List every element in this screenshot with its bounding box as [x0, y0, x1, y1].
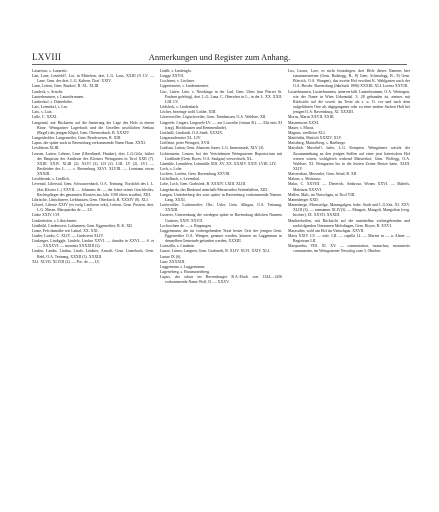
register-entry: Lindanger, Lindiggle, Lindelz, Lindau XXVI. — domibe in XXVI. — S. et —, XXXXVI. — monasta XXXXIII (2). [32, 239, 154, 249]
register-entry: Langeberdu, das Rindenal unterhalb Meran nebst Seitenthälern, XIII. [160, 187, 268, 192]
register-entry: Lalle, C. XXXI. [32, 115, 58, 120]
register-columns [32, 69, 410, 489]
register-entry: Laix, s. Laix. [32, 110, 53, 115]
register-entry: Lasaresso, s. Lazaretti. [32, 69, 68, 73]
register-entry: Mallen, Mals, im Vintschgau, in Tirol VIII. [288, 192, 356, 197]
register-entry: Lischtenv, s. Lischner. [160, 79, 195, 84]
register-entry: Linifadtl, Lindiardt, O.A.Stadt. XXXIX. [160, 130, 223, 135]
register-entry: Linden, Lindin, Lindau, Lindo, Lindner, Anwalt, Gem. Linnebach, Gem. Rehl, O.A. Tettnang, XXXII (3). XXXIII. [32, 249, 154, 259]
register-entry: Leschbrun XLIII. [32, 146, 60, 151]
column-1 [32, 69, 154, 489]
register-entry: Lann, Letten, Gem. Rasdorf, B. XL. XLIII. [32, 84, 100, 89]
register-entry: Mannsberger XXII. [288, 197, 319, 202]
register-entry: Levental, Liberstal, Gem. Schwarzenbach, O.A. Tettnang. Nordolch des I. L. (das Kloster L.) XXVII. — Johannes de —, der letzte seines Geschlechts, Rechtspfleger des genannten Klosters aus Jahr 1190 öfters erwähnt, XIII. [32, 182, 154, 197]
register-entry: Lochers, Lochen, Gem. Ravensburg XXVIII. [160, 172, 231, 177]
register-entry: Malar, C. XXVIII. — Dieterich, Ambrosa, Wonns XXVI. — Malerls, Malenzia XXXVI. [288, 182, 410, 192]
register-entry: Maistlach Muschel?, hafer, L.G. Kempten. Weingärtner wäscht der Zusammenhang an den jenigen Stellen auf einer jerst baierischen Hof wiesen wären, wohlgleich wirkend Maisterhof, Gem. Wolfegg, O.A. Waldsee, XI. Weingarten bis in die letzten Zeiten Bestze hatte, XLIII. XLIV. [288, 146, 410, 171]
register-entry: Luggenmann, die im vorhergehenden Texte bester Orte der jenigen Gem. Eggenreiher O.A. Wengen, genauer werden, können an Luggenman in demselben Gemeinde gefunden werden, XXXIII. [160, 228, 282, 244]
register-entry: Librische, Librichmeer, Liebhausen, Gem. Oberkirch, B. XXXIV (8). XLI. [32, 197, 149, 202]
register-entry: Linder, Lindor, C. XLIV. — Lindwerin XLIV. [32, 234, 104, 238]
register-entry: Linne, Fels damalbe wie Lainzl, XX. XXI. [32, 228, 99, 233]
register-entry: Loch, s. Lohe. [160, 166, 183, 171]
register-entry: Leusen, Latten, Lehene, Lene (Oberdinzel, Hunker), drei. L.G.Göla, früher der Hauptsitz der Amtleute des Klosters Weingarten in Tirol XXII (7). XXIII. XXIV. XLIII (2). XLVI (3). LII (2). LIII. LV (2). LVI. — Bestleiden des L. — s. Bresenburg XLVI. XLVIII. — Leusinnn etwas XXXIII. [32, 151, 154, 177]
column-3 [288, 69, 410, 489]
register-entry: Lunc XXXXIII. [160, 259, 186, 264]
register-entry: Lupus, der schon im Ravensburger B.A.-Buch von 1324—1456 vorkommende Name Wolf, II. — XXXV. [160, 275, 282, 285]
register-entry: Lödsleck, s. Lindenbach. [160, 105, 200, 110]
register-entry: Lichtenstein, Leuten, bei der Vertriebenen Weingartener Reportorium mit Lindlinde (Gem. Bores, O.A. Saulgau) verwechselt, XL. [160, 151, 282, 161]
register-entry: Mastentoren XXXI. [288, 120, 320, 125]
register-entry: Maistersbau, Mersseler, Gem. Seind, B. XII. [288, 172, 358, 177]
register-entry: Laubeckof, s. Düsterhöhe. [32, 99, 73, 104]
register-entry: Marasulen, wohl am Hof im Vintschgau. XXVII. [288, 228, 365, 233]
register-entry: Lunae IX (6). [160, 254, 182, 259]
register-entry: Linke XXIV. LVI. [32, 213, 61, 218]
register-entry: Mauer, s. Marus. [288, 125, 315, 130]
register-entry: Morus, Marus XXVII. XXIII. [288, 115, 335, 120]
register-entry: Manlinekoffen, mit Rücksicht auf die unmittelbar vorbergehenden und nachfolgenden Orteasmen Molsdingen, Gem. Hoyse, B. XXVI. [288, 218, 410, 228]
header-rule [32, 64, 407, 65]
register-entry: Lunze, Lünen, Langsen, Gem. Grabstedt, B. XLIV. XLVI. XXIV. XLI. [160, 249, 271, 254]
register-entry: Liliwel, Lilence XXIV (ex ivelg Lindweru sekt), Lettern, Gem. Pustern, drei. L.G. Meran. Marquardus de —, LV. [32, 203, 154, 213]
register-entry: Lämühle, Lomühlen, Lehmühle XIII. XV. XX. XXXIV. XXIV. LVIII. LIV. [160, 161, 277, 166]
register-entry: Lochowlaen de —, s. Reppingen. [160, 223, 212, 228]
register-entry: Malons, s. Molzauso. [288, 177, 322, 182]
register-entry: Lito, Litten, Litte, s. Nerzkinge in der Lud, Gem. Ulms (nur Pfarrei St. Paulsen gelehrig), drei. L.G. Lana. C. Obernferr in L., in der L. XX. XXII. LIII. LV. [160, 89, 282, 104]
register-entry: Lippertenriet, s. Lindenstenriet. [160, 84, 210, 89]
register-entry: Maistberg, Maistelberg, s. Hartberge. [288, 141, 347, 146]
register-entry: Langental, mit Rückstein auf die Sanierung der Lage des Hofs in einem Birne. Weingartner Lagerbuch und die Gesellen urschlichen Senkau (Regel) des jenigen Klipel, Gem. Oberneubach, B. XXXIV. [32, 120, 154, 135]
column-2 [160, 69, 282, 489]
register-entry: Lusterbrunnen, Lusterbrunnen, unterverfallt. Lunterbrunnen, O.A. Wettingen, wie der Name in Wien Urkenndal. 3. 28 gebunden ist, meines mit Rücksicht auf die soweit im Texte als s. u. O. vor und nach dem aufgeführten Orte als abgegangener oder zu einer andern Sachen Haft bei jenigen O.A. Ravensburg, XI. XXXIII. [288, 89, 410, 115]
register-entry: Lingge XXVII. [160, 74, 184, 79]
register-entry: Löchelbach, s. Leventhal. [160, 177, 201, 182]
register-entry: Luggemann, s. Luggemanne. [160, 264, 206, 269]
register-entry: Langenlechler, Langenseiler, Gem. Renchwesen, B. XIII. [32, 136, 122, 141]
register-entry: Maris XXIV. LV. — eule. LII. — capella LI. — Marine in — u. Almet — Regietrum LII. [288, 234, 410, 244]
register-entry: Lusterer, Unterenbung der wiedegen später in Ravensburg üblichen Namens Gutterer, XXIV. XXVII. [160, 213, 282, 223]
register-entry: Löcher, bezeinge wohl Lohler, XIII. [160, 110, 217, 115]
register-entry: Lindsan, Luttan, Gem. Ahausen, bauer. L.G. Immenstadt, XLV (3). [160, 146, 265, 151]
register-entry: Leschbrunk, s. Lindlich. [32, 177, 70, 182]
register-entry: Lauterbrunnen, s. Lauterbrunnen. [32, 94, 85, 99]
register-entry: Lindli, s. Lindenglo. [160, 69, 192, 73]
register-entry: Lais, Letendorf, s. Las. [32, 105, 68, 110]
register-entry: Lohe, Loch, Gem. Grabstedt, B. XXXIV. LXIII. XLIII. [160, 182, 247, 187]
register-entry: Lus, Lasser, Lore, es nicht festzulegen, drei Höfe dieses Namens bier zusammentreten (Gem. Bodnegg, B., 8) Gem. Schmalegg, B., 8) Gem. Pfärrich, O.A. Wangen), das zweite Hof erwähnt K. Wahlgarten nach der O.A.-Beschr. Ravensburg (Jahrbuch 1896) XXXIII. XLI. Lorenz XXVIII. [288, 69, 410, 89]
register-entry: Lagerteberg, s. Braunwarteberg. [160, 270, 211, 275]
register-entry: Marquardus VIII. XI. XV. — commutation, monachus, monasterie communites, im Weingartener Nesorlog zum 3. Oktober. [288, 244, 410, 254]
register-entry: Lieffeine, peter Weingert, XVII. [160, 141, 211, 146]
register-entry: Lingerile, Lingeri, Lingerele LV. — zur Lotweibe (irrtum B.). — Elis eins XI (rarg). Hochhausen und Kemmenlinde). [160, 120, 282, 130]
register-entry: Lingaraudemriet XL. LIV. [160, 136, 201, 141]
register-entry: Lötzerswiller, Lögischweiler, Gem. Tannhausen, O.A. Waldsee, XII. [160, 115, 267, 120]
register-entry: Luiterwiller, Luitenweiler, Obr., Usler, Gem. Allngau, O.A. Tettnang, XXXIII. [160, 203, 282, 213]
register-entry: Magnus, vaeilletur XLI. [288, 130, 326, 135]
register-entry: XLI. XLVII. XLVIII (2). — Poc. de —, LV. [32, 259, 101, 264]
register-entry: Langen, Unterberberg des sons später in Ravensburg vorkommende Namen. Lang, XXXI. [160, 192, 282, 202]
register-entry: Lan, Lane, Leinfeld?, Loi, in Mittelern, drei. L.G. Laus, XXIII (9. LV. — Lane, Gem. des drei. L.G. Kaltern, Dorf. XXIV. [32, 74, 154, 84]
register-entry: Lindhöhl, Lindenwert, Lothannen, Gem. Eggenreiher, B. K. XII. [32, 223, 133, 228]
running-head: Anmerkungen und Register zum Anhang. [148, 52, 291, 62]
register-entry: Mannsberge, Manvstelge, Mannsgalgen, baler. Stadt und L.G.Sitz. XI. XXV. XLIII (3). — memamm XLIV(3). — Mangoit, Mangolt, Mangoltan (verg. Inscher), IX. XXVII. XXXIII. [288, 203, 410, 218]
register-entry: Lwinzilla, s. Lindaine. [160, 244, 196, 249]
register-entry: Lindenhofen, s. Librichmeer. [32, 218, 78, 223]
register-entry: Lapus, der später noch in Ravensburg verkommende Name Hans, XXXI. [32, 141, 146, 146]
register-entry: Laudeck, s. Arnolts. [32, 89, 64, 94]
register-entry: Maitifalda, Maitiolt XXXIV. XLV. [288, 136, 342, 141]
page-number: LXVIII [32, 52, 62, 62]
